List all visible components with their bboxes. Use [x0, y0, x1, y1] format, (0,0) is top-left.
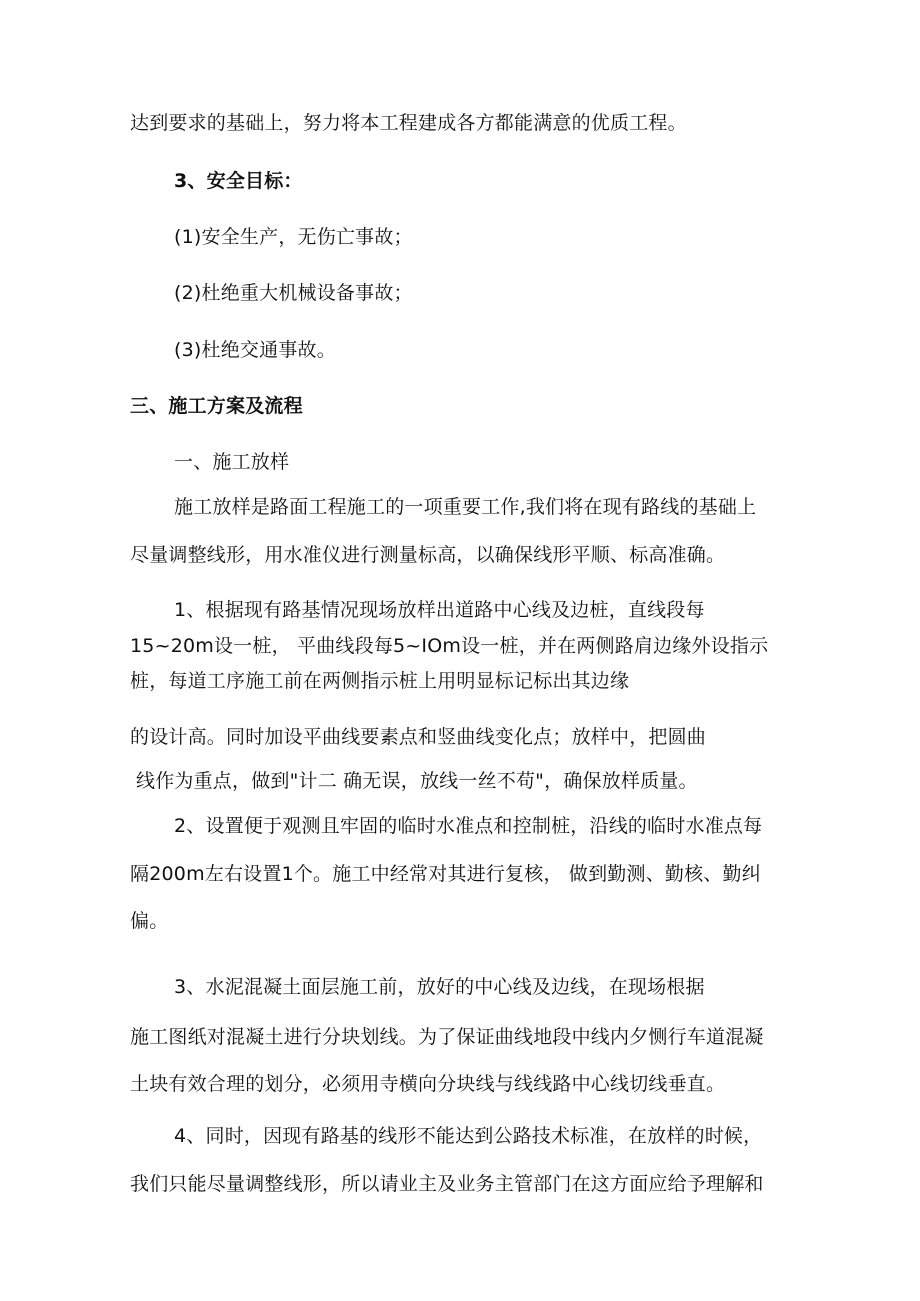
section-heading: 三、施工方案及流程	[130, 395, 303, 417]
para2-line-1: 2、设置便于观测且牢固的临时水准点和控制桩，沿线的临时水准点每	[174, 815, 763, 837]
para3-line-2: 施工图纸对混凝土进行分块划线。为了保证曲线地段中线内夕恻行车道混凝	[130, 1026, 764, 1048]
para2-line-2: 隔200m左右设置1个。施工中经常对其进行复核， 做到勤测、勤核、勤纠	[130, 863, 761, 885]
para2-line-3: 偏。	[130, 910, 169, 932]
para3-line-3: 土块有效合理的划分，必须用寺横向分块线与线线路中心线切线垂直。	[130, 1073, 726, 1095]
safety-item-2: (2)杜绝重大机械设备事故；	[174, 282, 413, 304]
para-intro-line-2: 尽量调整线形，用水准仪进行测量标高，以确保线形平顺、标高准确。	[130, 544, 726, 566]
safety-item-3: (3)杜绝交通事故。	[174, 339, 336, 361]
para4-line-1: 4、同时，因现有路基的线形不能达到公路技术标准，在放样的时候，	[174, 1125, 763, 1147]
para1-line-3: 桩，每道工序施工前在两侧指示桩上用明显标记标出其边缘	[130, 670, 630, 692]
para-intro-line-1: 施工放样是路面工程施工的一项重要工作,我们将在现有路线的基础上	[174, 496, 757, 518]
para1-line-2: 15~20m设一桩， 平曲线段每5~IOm设一桩，并在两侧路肩边缘外设指示	[130, 635, 769, 657]
para1-line-4: 的设计高。同时加设平曲线要素点和竖曲线变化点；放样中，把圆曲	[130, 726, 707, 748]
para1-line-1: 1、根据现有路基情况现场放样出道路中心线及边桩，直线段每	[174, 599, 705, 621]
safety-item-1: (1)安全生产，无伤亡事故；	[174, 226, 413, 248]
para1-line-5: 线作为重点，做到"计二 确无误，放线一丝不苟"，确保放样质量。	[136, 770, 698, 792]
para3-line-1: 3、水泥混凝土面层施工前，放好的中心线及边线，在现场根据	[174, 976, 705, 998]
safety-heading: 3、安全目标：	[174, 170, 303, 192]
para4-line-2: 我们只能尽量调整线形，所以请业主及业务主管部门在这方面应给予理解和	[130, 1173, 764, 1195]
sub-heading: 一、施工放样	[174, 451, 290, 473]
intro-end-line: 达到要求的基础上，努力将本工程建成各方都能满意的优质工程。	[130, 112, 687, 134]
